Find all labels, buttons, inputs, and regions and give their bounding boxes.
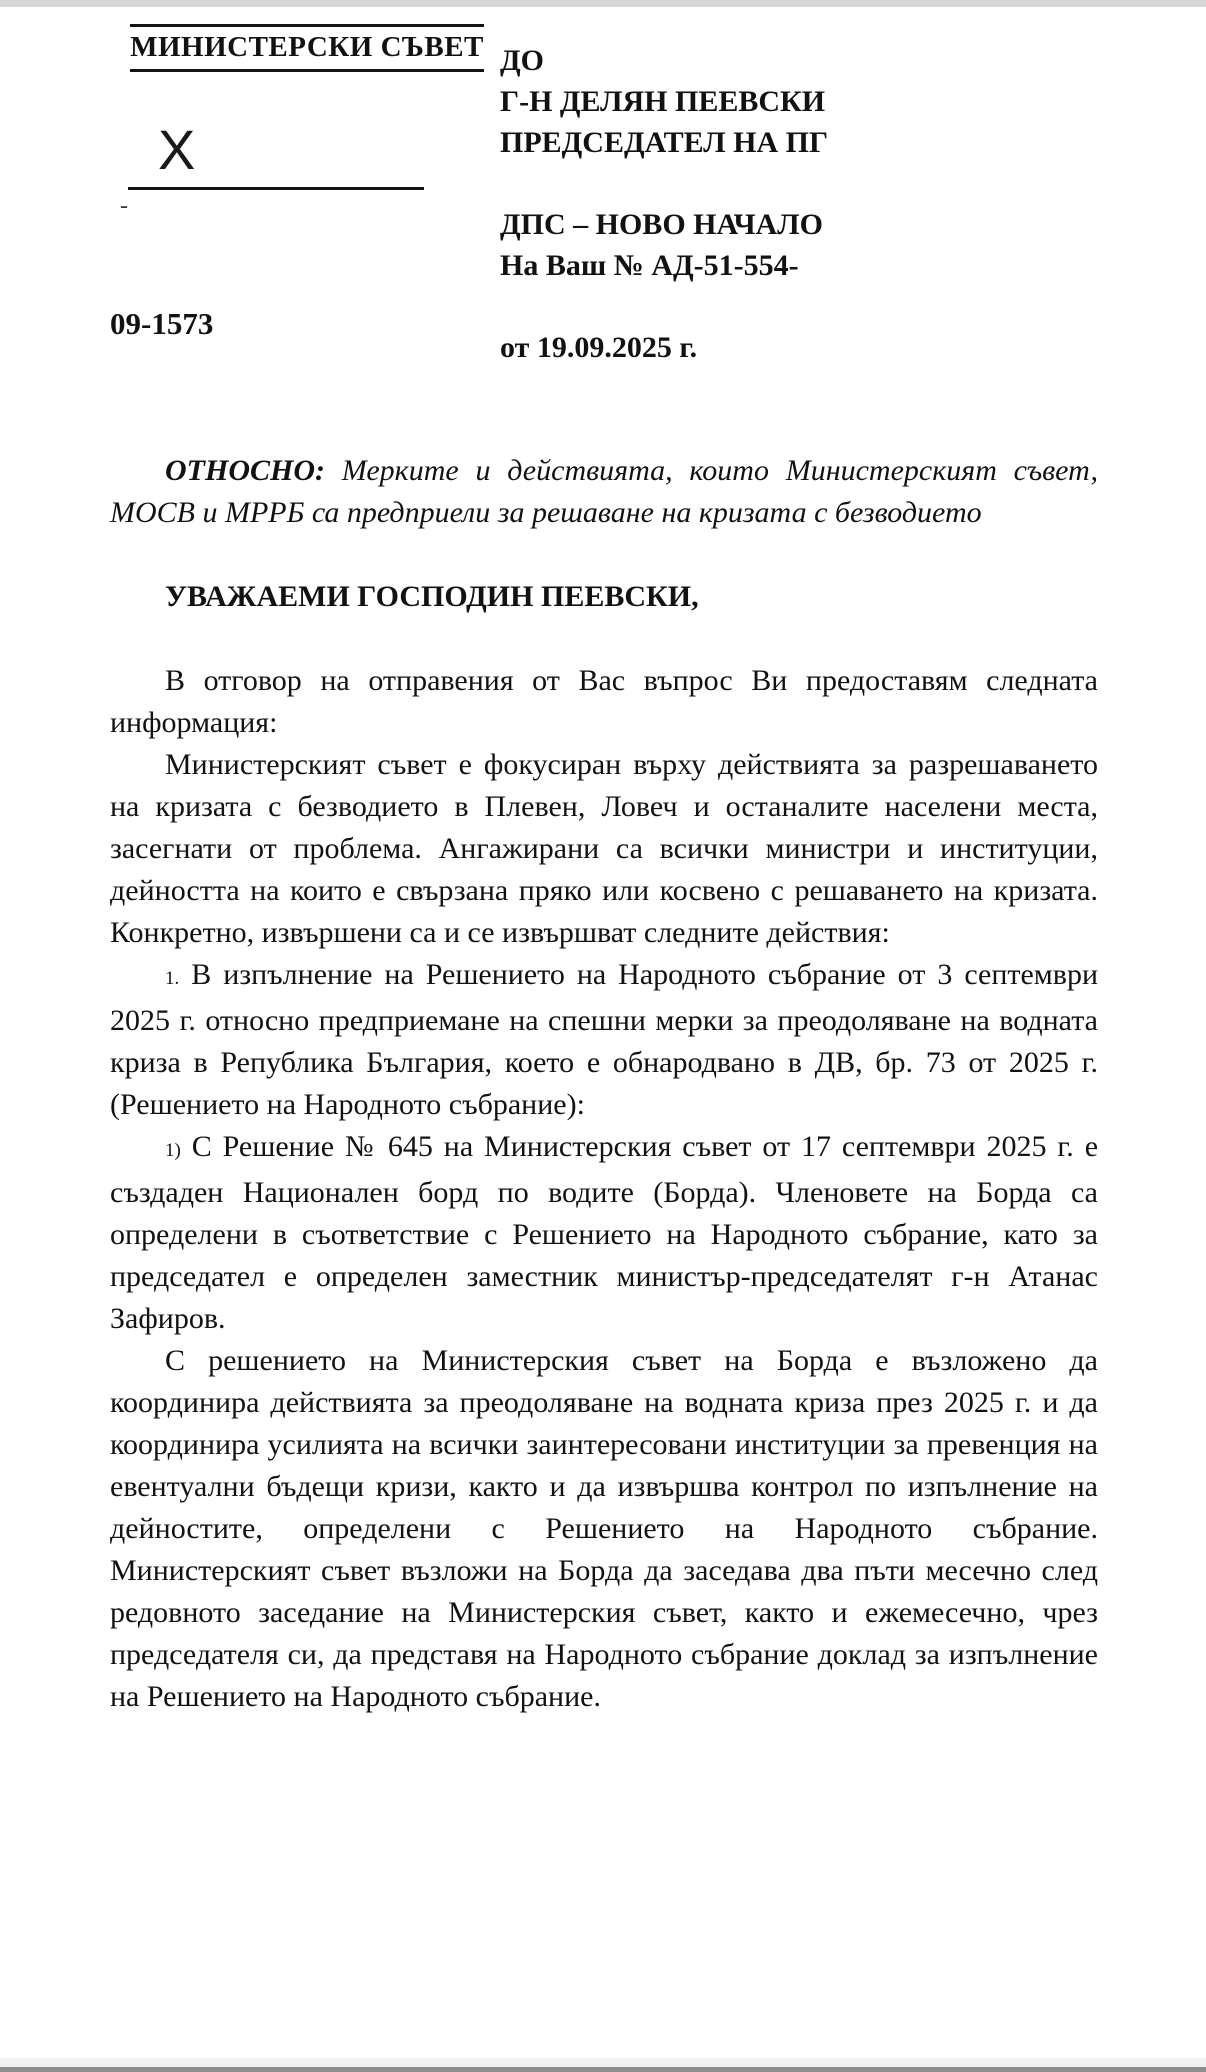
salutation: УВАЖАЕМИ ГОСПОДИН ПЕЕВСКИ, [165, 580, 699, 613]
paragraph-text: С решението на Министерския съвет на Борда е възложено да координира действията за преодоляване на водната криза през 2025 г. и да координира усилията на всички заинтересовани институции за превенция на евентуални бъдещи кризи, както и да извършва контрол по изпълнение на дейностите, определени с Решението на Народното събрание. Министерският съвет възложи на Борда да заседава два пъти месечно след редовното заседание на Министерския съвет, както и ежемесечно, чрез председателя си, да представя на Народното събрание доклад за изпълнение на Решението на Народното събрание. [110, 1344, 1098, 1713]
letterhead [130, 24, 484, 72]
recipient-line-blank [500, 286, 1120, 327]
paragraph-item-1 [110, 954, 1098, 1126]
paragraph-text: Министерският съвет е фокусиран върху действията за разрешаването на кризата с безводието в Плевен, Ловеч и останалите населени места, засегнати от проблема. Ангажирани са всички министри и институции, дейността на които е свързана пряко или косвено с решаването на кризата. Конкретно, извършени са и се извършват следните действия: [110, 748, 1098, 949]
subject-text: Мерките и действията, които Министерският съвет, МОСВ и МРРБ са предприели за решаване на кризата с безводието [110, 454, 1099, 529]
recipient-line-ref: На Ваш № АД-51-554- [500, 249, 799, 282]
letter-body [110, 450, 1098, 1718]
recipient-line-to: ДО [500, 44, 544, 77]
list-marker: 1. [165, 968, 180, 989]
signature-x-placeholder: X [158, 118, 196, 181]
recipient-line-blank [500, 163, 1120, 204]
paragraph-intro [110, 660, 1098, 744]
paragraph-text: С Решение № 645 на Министерския съвет от 17 септември 2025 г. е създаден Национален борд по водите (Борда). Членовете на Борда са определени в съответствие с Решението на Народното събрание, като за председател е определен заместник министър-председателят г-н Атанас Зафиров. [110, 1130, 1099, 1335]
recipient-line-title: ПРЕДСЕДАТЕЛ НА ПГ [500, 126, 829, 159]
paragraph-text: В отговор на отправения от Вас въпрос Ви предоставям следната информация: [110, 664, 1098, 739]
signature-line [128, 187, 424, 190]
recipient-block [500, 40, 1120, 368]
subject-label: ОТНОСНО: [165, 454, 325, 487]
recipient-line-party: ДПС – НОВО НАЧАЛО [500, 208, 823, 241]
recipient-line-name: Г-Н ДЕЛЯН ПЕЕВСКИ [500, 85, 826, 118]
paragraph-overview [110, 744, 1098, 954]
paragraph-text: В изпълнение на Решението на Народното събрание от 3 септември 2025 г. относно предприемане на спешни мерки за преодоляване на водната криза в Република България, което е обнародвано в ДВ, бр. 73 от 2025 г. (Решението на Народното събрание): [110, 958, 1098, 1121]
scan-edge-bottom-light [0, 2058, 1206, 2067]
scan-edge-top [0, 0, 1206, 7]
subject-line [110, 450, 1098, 534]
scan-edge-bottom-dark [0, 2067, 1206, 2072]
list-marker: 1) [165, 1140, 181, 1161]
outgoing-number: 09-1573 [110, 306, 214, 341]
paragraph-subitem-1 [110, 1126, 1098, 1340]
letterhead-title: МИНИСТЕРСКИ СЪВЕТ [130, 31, 484, 63]
paragraph-board-duties [110, 1340, 1098, 1718]
recipient-line-date: от 19.09.2025 г. [500, 331, 698, 364]
stray-mark: - [120, 193, 128, 219]
